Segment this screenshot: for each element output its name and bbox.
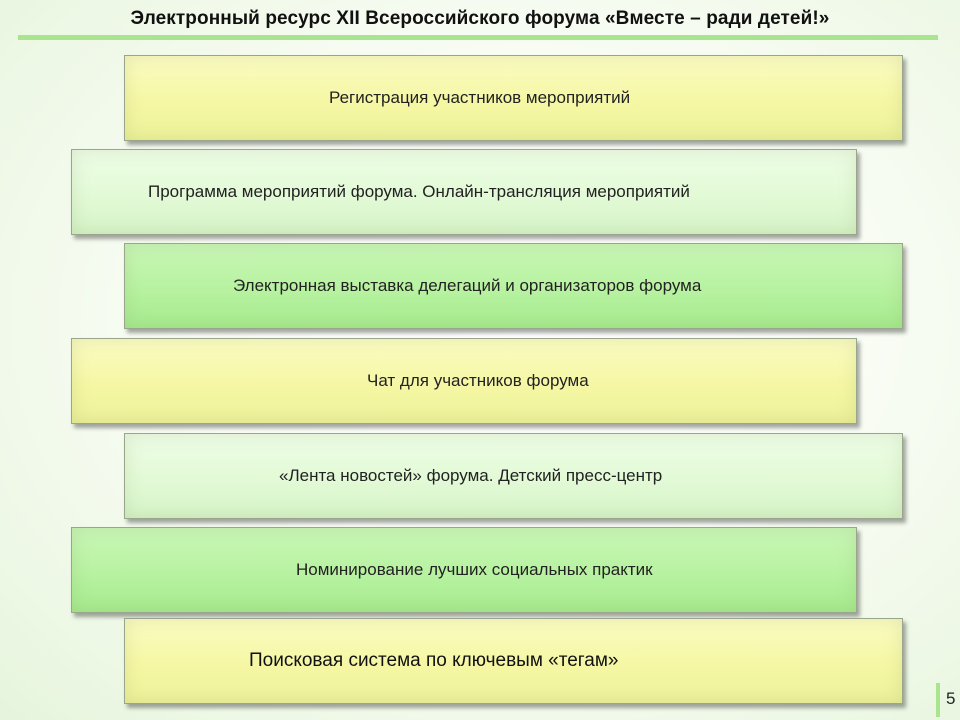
- item-label: Программа мероприятий форума. Онлайн-трансляция мероприятий: [148, 182, 690, 201]
- item-label: Чат для участников форума: [367, 371, 589, 390]
- item-nomination[interactable]: [71, 527, 857, 613]
- slide-title: Электронный ресурс XII Всероссийского форума «Вместе – ради детей!»: [130, 8, 830, 29]
- item-program[interactable]: [71, 149, 857, 235]
- item-tag-search[interactable]: [124, 618, 903, 704]
- item-exhibition[interactable]: [124, 243, 903, 329]
- item-chat[interactable]: [71, 338, 857, 424]
- item-label: «Лента новостей» форума. Детский пресс-центр: [279, 466, 663, 485]
- item-label: Электронная выставка делегаций и организаторов форума: [233, 276, 702, 295]
- page-number: 5: [936, 683, 960, 717]
- item-registration[interactable]: [124, 55, 903, 141]
- item-news-feed[interactable]: [124, 433, 903, 519]
- title-divider: [18, 35, 938, 40]
- item-label: Номинирование лучших социальных практик: [296, 560, 653, 579]
- item-label: Поисковая система по ключевым «тегам»: [249, 650, 619, 671]
- item-label: Регистрация участников мероприятий: [329, 88, 631, 107]
